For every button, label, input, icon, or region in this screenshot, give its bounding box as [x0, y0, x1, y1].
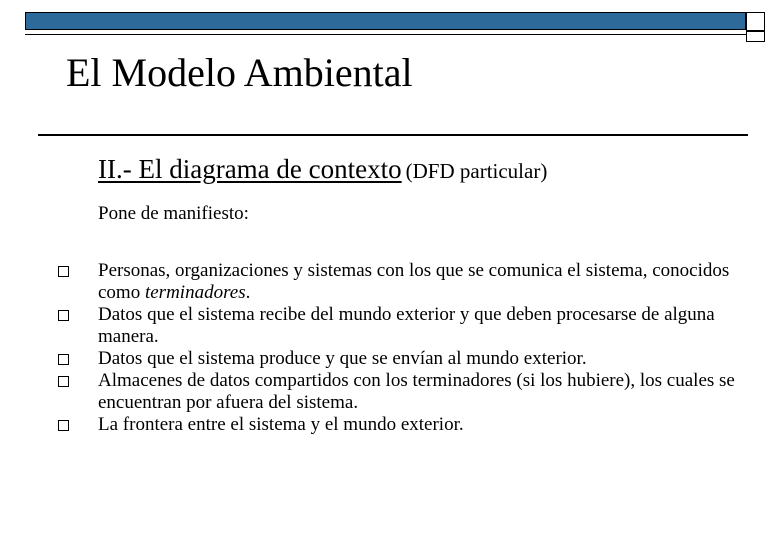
section-heading	[98, 152, 547, 191]
list-item	[0, 414, 738, 436]
list-item-suffix: .	[245, 282, 251, 303]
list-item-text: La frontera entre el sistema y el mundo exterior.	[98, 414, 464, 435]
list-item-text: Datos que el sistema recibe del mundo exterior y que deben procesarse de alguna manera.	[98, 304, 715, 347]
header-bar	[25, 12, 746, 30]
bullet-list	[0, 260, 780, 436]
list-item	[0, 260, 738, 304]
slide-title: El Modelo Ambiental	[66, 50, 413, 95]
list-item-emphasis: terminadores	[144, 282, 246, 303]
hollow-square-bullet-icon	[58, 354, 69, 365]
list-item-text: Almacenes de datos compartidos con los terminadores (si los hubiere), los cuales se encuentran por afuera del sistema.	[98, 370, 735, 413]
header-rule	[25, 34, 746, 35]
list-item-text: Personas, organizaciones y sistemas con los que se comunica el sistema, conocidos como	[98, 260, 730, 303]
section-heading-aside: (DFD particular)	[405, 159, 548, 183]
hollow-square-bullet-icon	[58, 420, 69, 431]
hollow-square-bullet-icon	[58, 266, 69, 277]
header-corner-box-small	[746, 31, 765, 42]
hollow-square-bullet-icon	[58, 310, 69, 321]
list-item-text: Datos que el sistema produce y que se envían al mundo exterior.	[98, 348, 587, 369]
title-divider	[38, 134, 748, 136]
section-heading-main: II.- El diagrama de contexto	[98, 154, 402, 184]
list-item	[0, 304, 738, 348]
intro-text: Pone de manifiesto:	[98, 203, 249, 224]
hollow-square-bullet-icon	[58, 376, 69, 387]
list-item	[0, 348, 738, 370]
header-corner-box	[746, 12, 765, 31]
list-item	[0, 370, 738, 414]
